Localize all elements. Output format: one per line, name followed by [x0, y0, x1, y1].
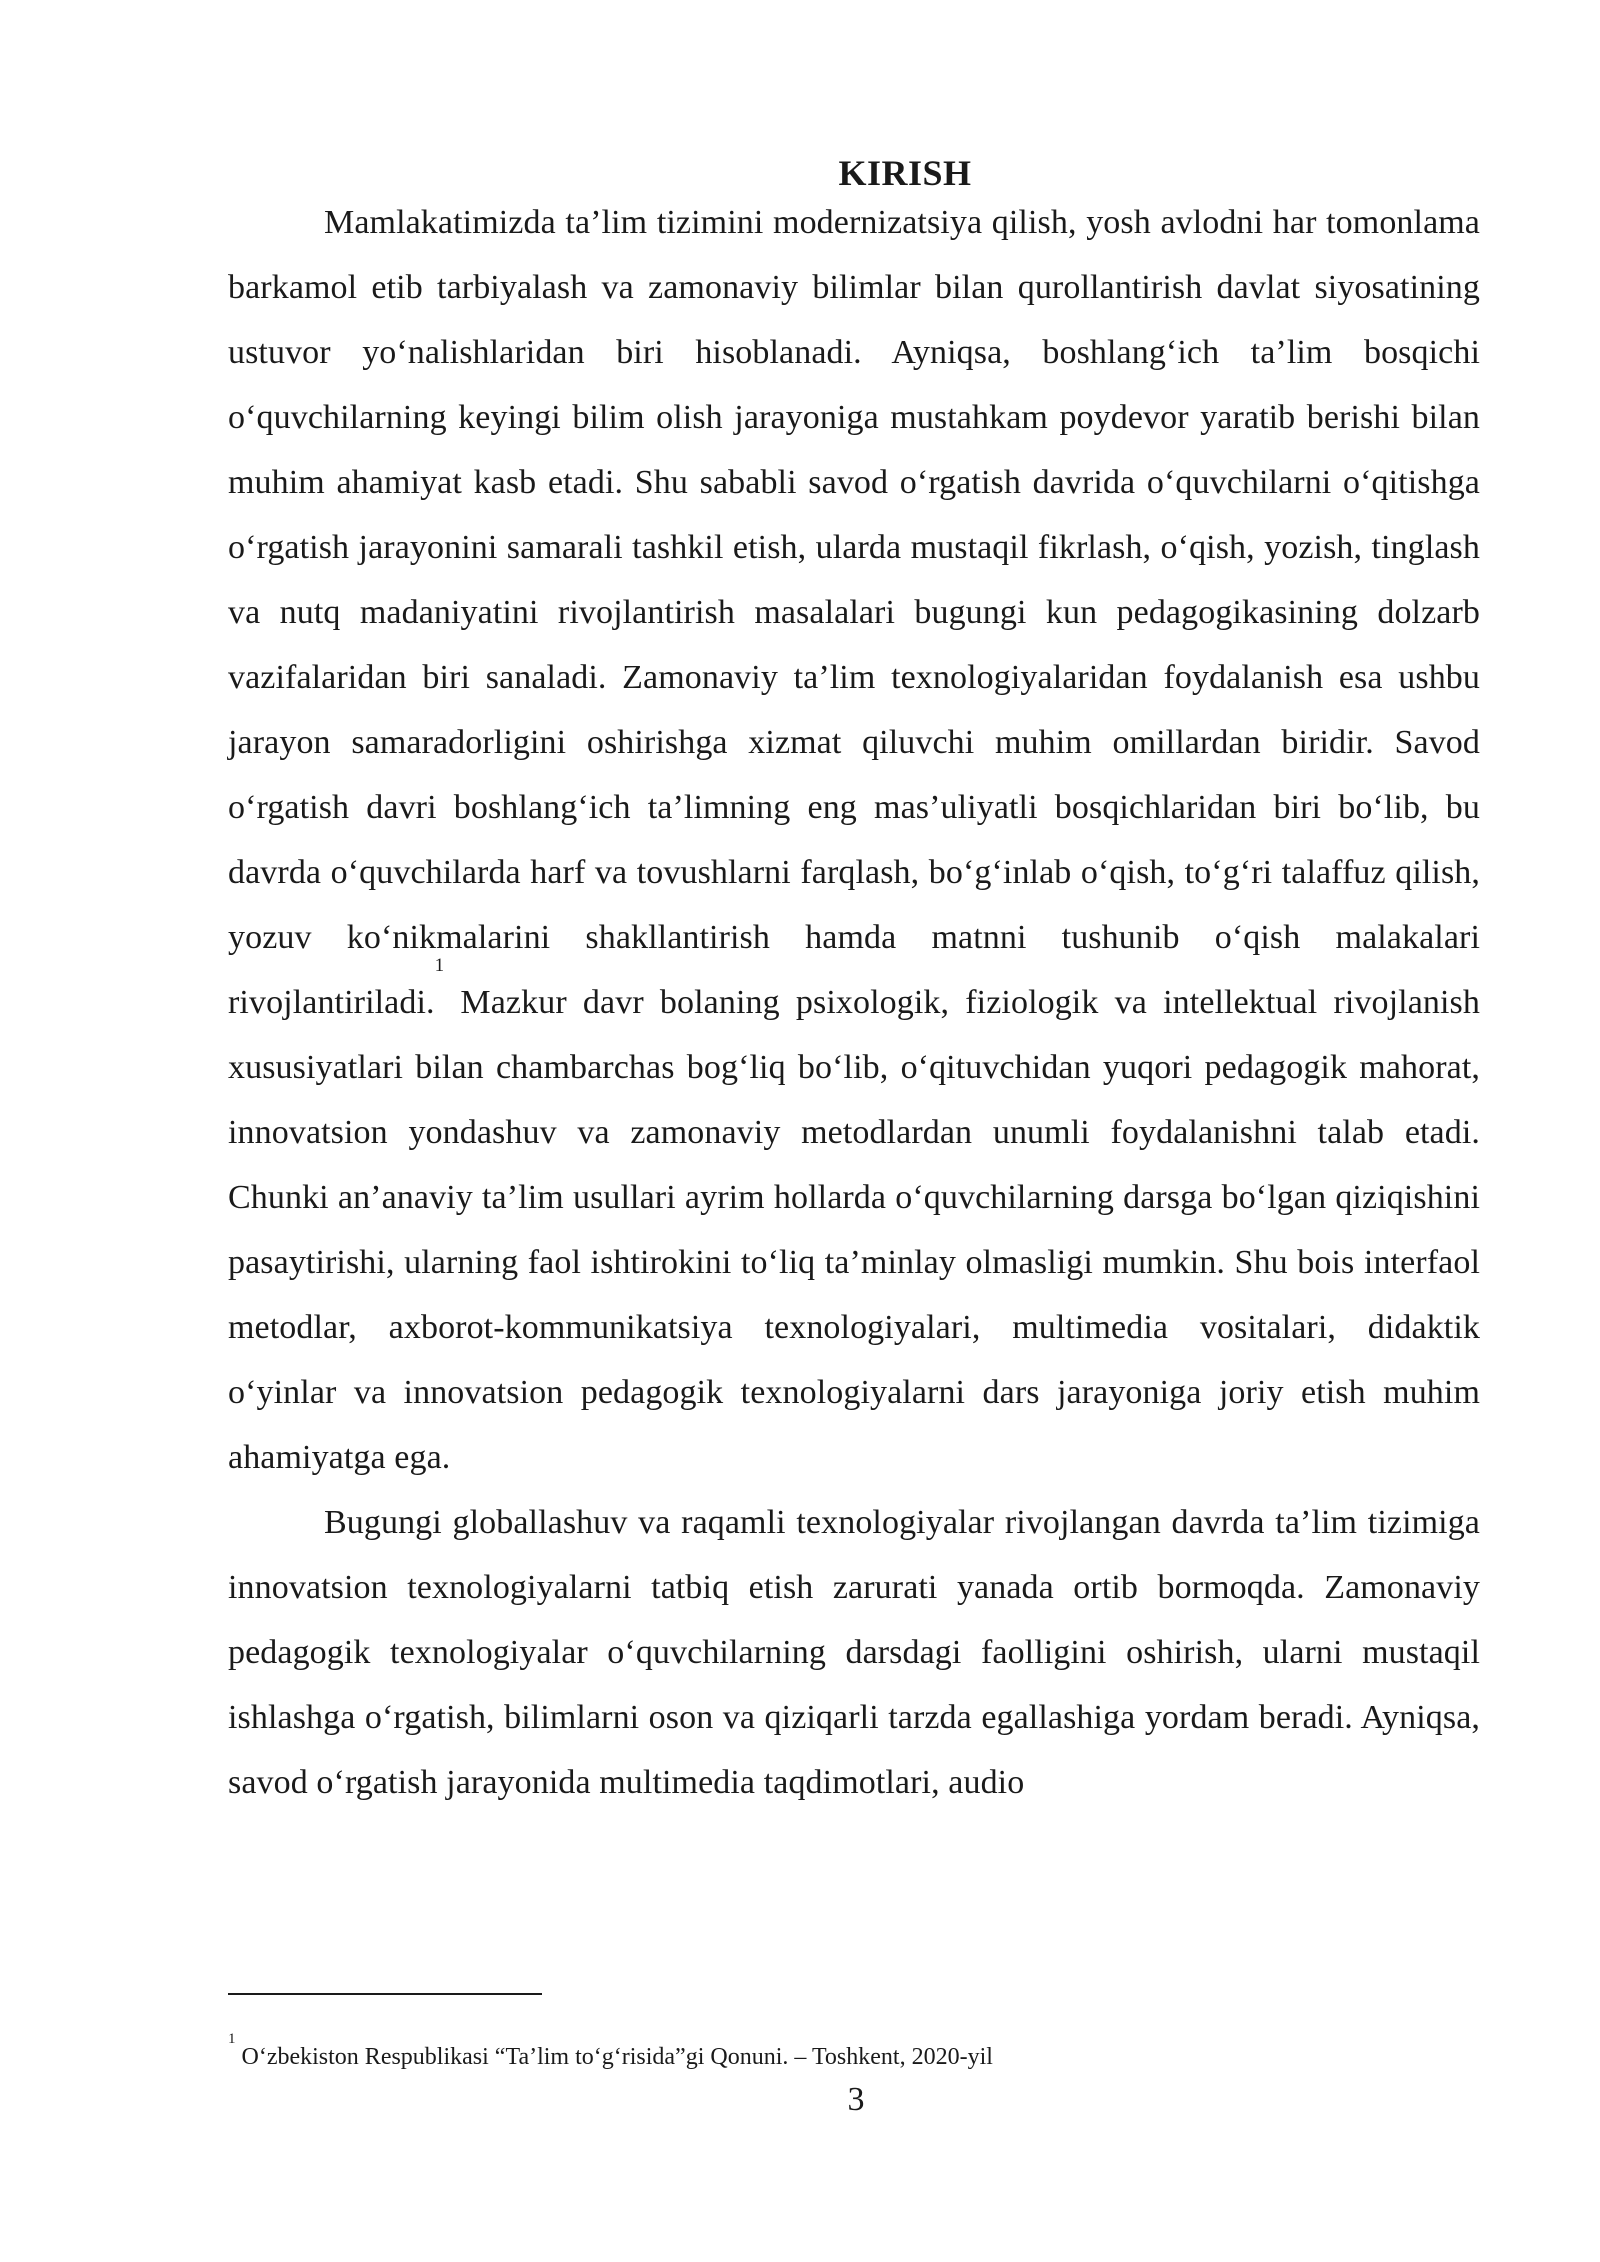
- footnote-separator: [228, 1993, 542, 1995]
- footnote-marker: 1: [228, 2031, 236, 2047]
- footnote-reference: 1: [434, 955, 445, 976]
- body-text: [228, 190, 1480, 1815]
- section-heading: KIRISH: [838, 153, 972, 193]
- paragraph-1: [228, 190, 1480, 1490]
- paragraph-2: Bugungi globallashuv va raqamli texnologiyalar rivojlangan davrda ta’lim tizimiga innovatsion texnologiyalarni tatbiq etish zarurati yanada ortib bormoqda. Zamonaviy pedagogik texnologiyalar o‘quvchilarning darsdagi faolligini oshirish, ularni mustaqil ishlashga o‘rgatish, bilimlarni oson va qiziqarli tarzda egallashiga yordam beradi. Ayniqsa, savod o‘rgatish jarayonida multimedia taqdimotlari, audio: [228, 1504, 1480, 1801]
- page-number: 3: [847, 2081, 865, 2118]
- paragraph-1-text-b: Mazkur davr bolaning psixologik, fiziologik va intellektual rivojlanish xususiyatlari bilan chambarchas bog‘liq bo‘lib, o‘qituvchidan yuqori pedagogik mahorat, innovatsion yondashuv va zamonaviy metodlardan unumli foydalanishni talab etadi. Chunki an’anaviy ta’lim usullari ayrim hollarda o‘quvchilarning darsga bo‘lgan qiziqishini pasaytirishi, ularning faol ishtirokini to‘liq ta’minlay olmasligi mumkin. Shu bois interfaol metodlar, axborot-kommunikatsiya texnologiyalari, multimedia vositalari, didaktik o‘yinlar va innovatsion pedagogik texnologiyalarni dars jarayoniga joriy etish muhim ahamiyatga ega.: [228, 984, 1480, 1476]
- footnote: [228, 2031, 1480, 2072]
- paragraph-1-text-a: Mamlakatimizda ta’lim tizimini modernizatsiya qilish, yosh avlodni har tomonlama barkamol etib tarbiyalash va zamonaviy bilimlar bilan qurollantirish davlat siyosatining ustuvor yo‘nalishlaridan biri hisoblanadi. Ayniqsa, boshlang‘ich ta’lim bosqichi o‘quvchilarning keyingi bilim olish jarayoniga mustahkam poydevor yaratib berishi bilan muhim ahamiyat kasb etadi. Shu sababli savod o‘rgatish davrida o‘quvchilarni o‘qitishga o‘rgatish jarayonini samarali tashkil etish, ularda mustaqil fikrlash, o‘qish, yozish, tinglash va nutq madaniyatini rivojlantirish masalalari bugungi kun pedagogikasining dolzarb vazifalaridan biri sanaladi. Zamonaviy ta’lim texnologiyalaridan foydalanish esa ushbu jarayon samaradorligini oshirishga xizmat qiluvchi muhim omillardan biridir. Savod o‘rgatish davri boshlang‘ich ta’limning eng mas’uliyatli bosqichlaridan biri bo‘lib, bu davrda o‘quvchilarda harf va tovushlarni farqlash, bo‘g‘inlab o‘qish, to‘g‘ri talaffuz qilish, yozuv ko‘nikmalarini shakllantirish hamda matnni tushunib o‘qish malakalari rivojlantiriladi.: [228, 204, 1480, 1021]
- footnote-text: O‘zbekiston Respublikasi “Ta’lim to‘g‘risida”gi Qonuni. – Toshkent, 2020-yil: [241, 2044, 993, 2070]
